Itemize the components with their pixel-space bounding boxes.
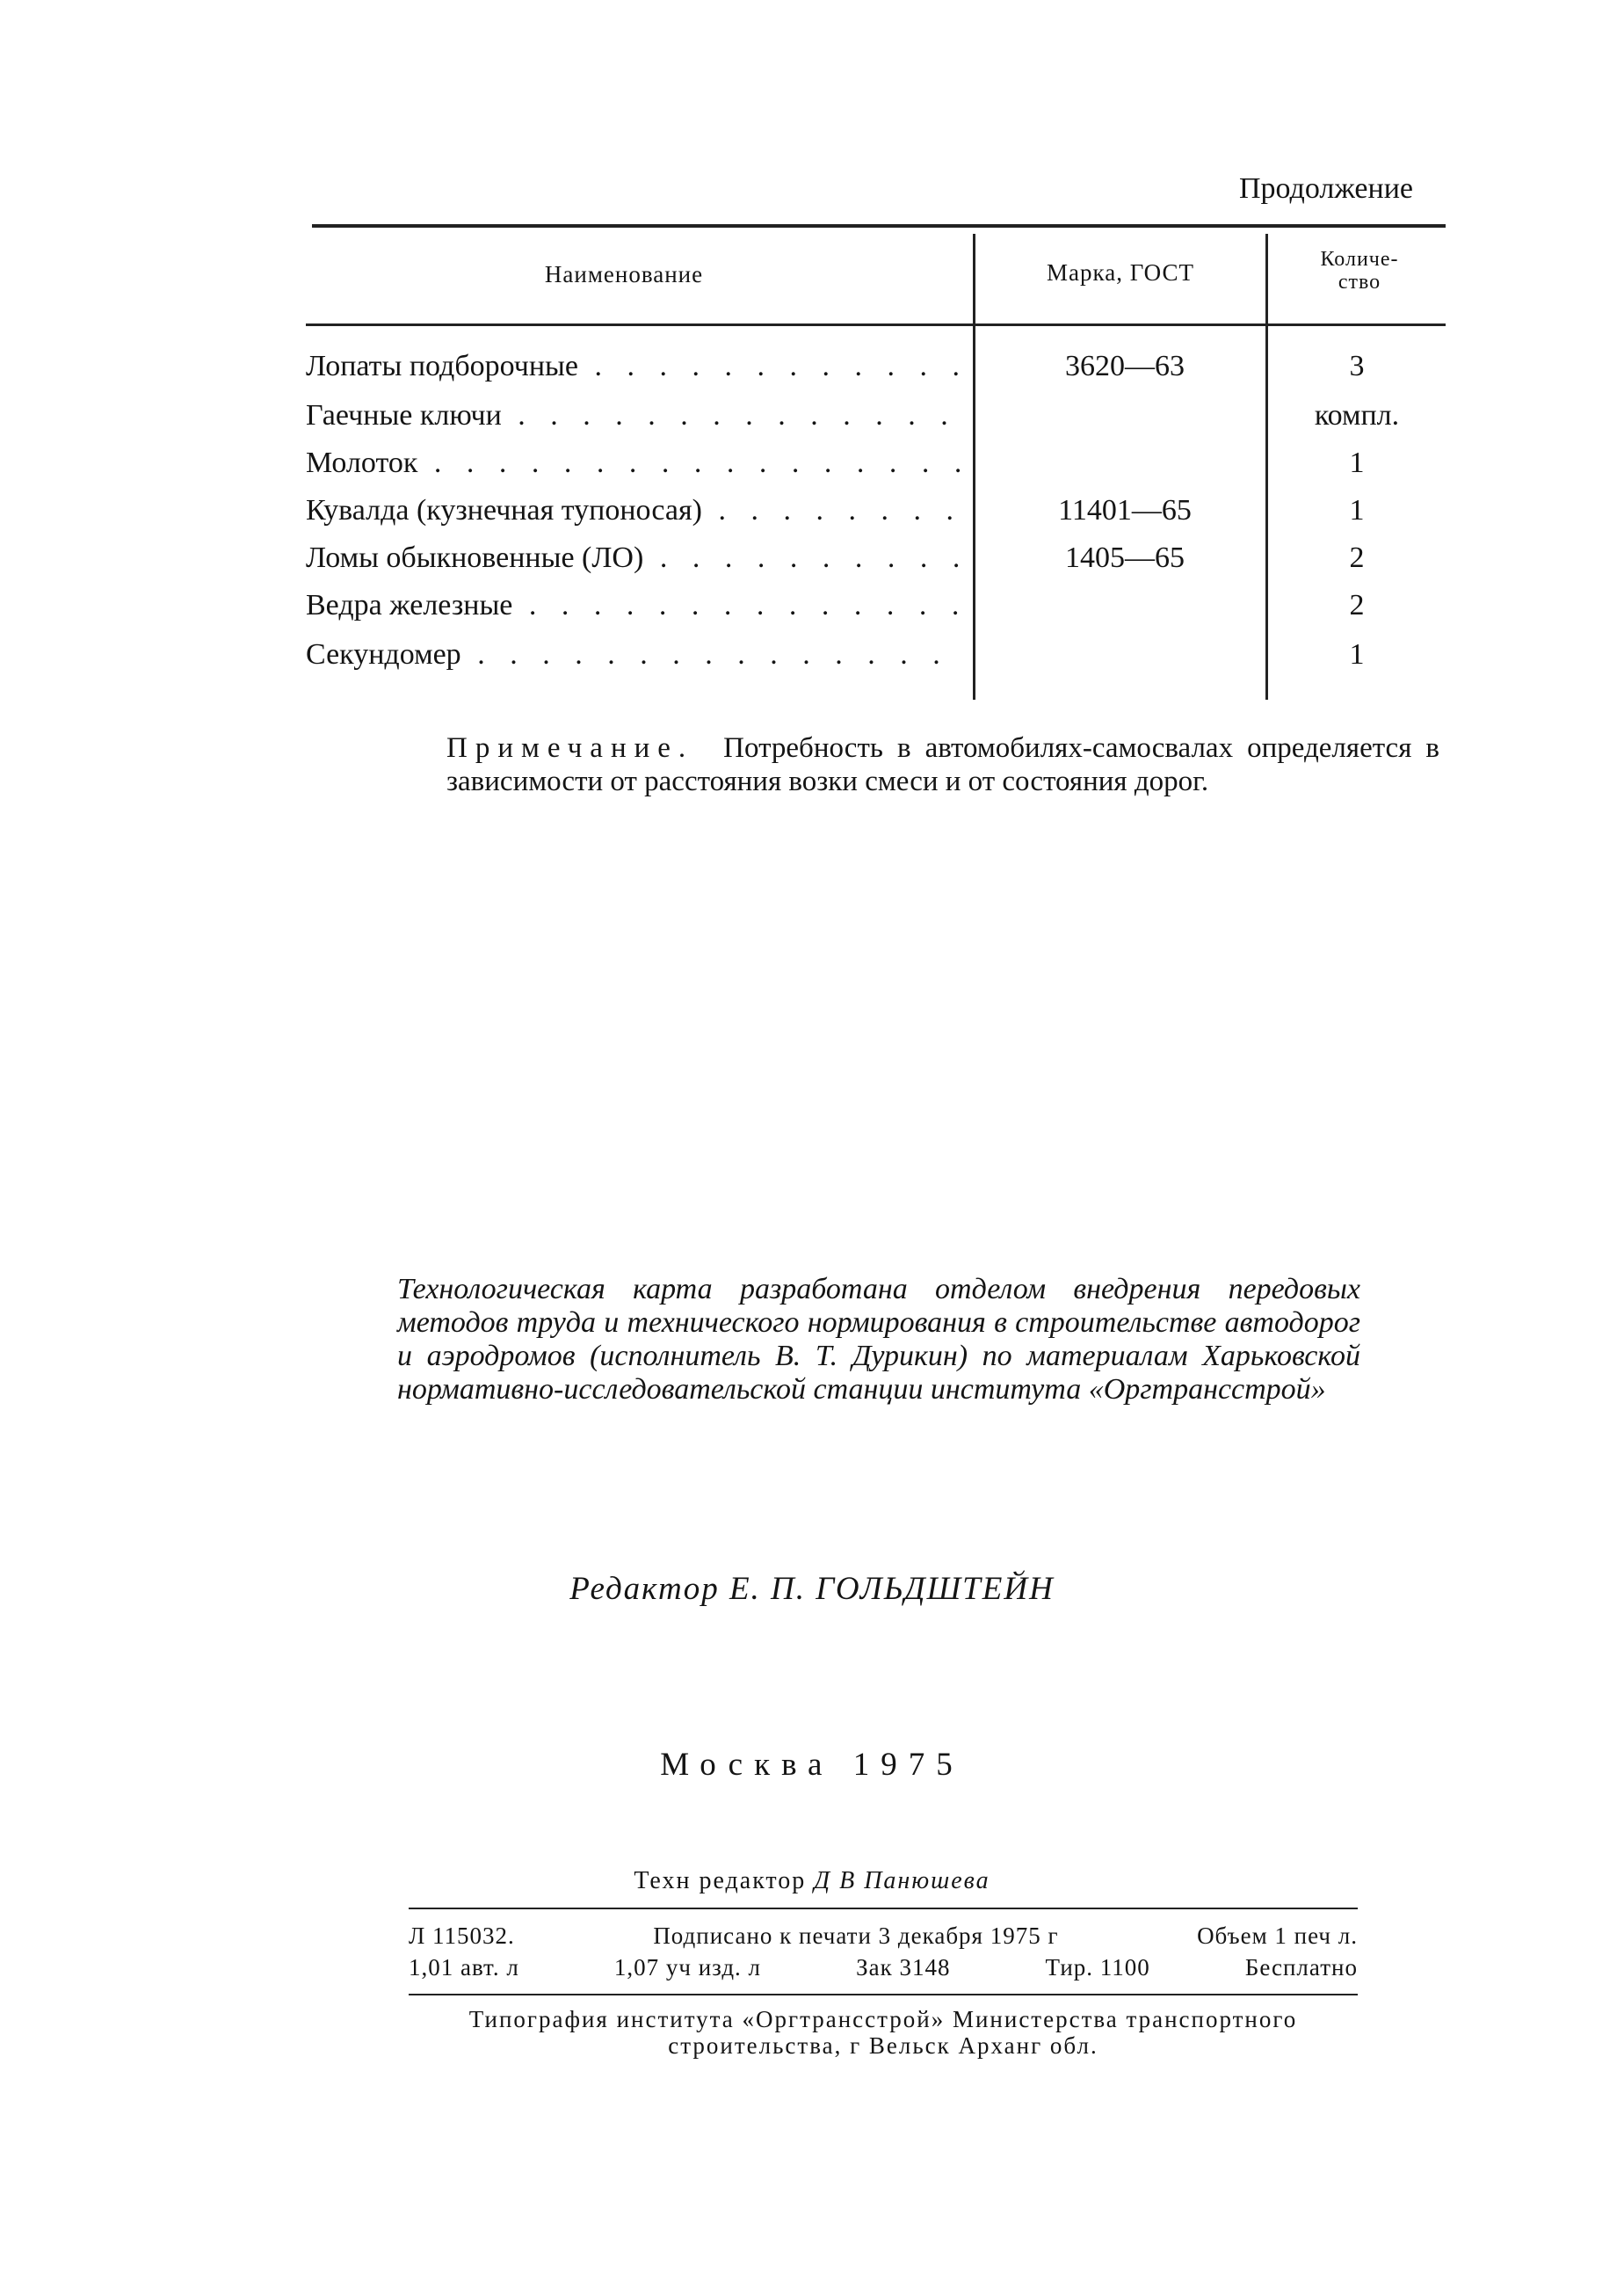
row-name: Молоток . . .	[306, 447, 965, 480]
table-header-rule	[306, 323, 1446, 326]
row-name: Секундомер . . .	[306, 638, 965, 672]
tech-editor-label: Техн редактор	[634, 1867, 807, 1894]
row-qty: компл.	[1314, 399, 1400, 432]
imprint-line-1	[409, 1920, 1358, 1952]
imprint-signed: Подписано к печати 3 декабря 1975 г	[653, 1922, 1059, 1949]
row-qty: 1	[1349, 494, 1365, 527]
column-header-qty-line1: Количе-	[1320, 248, 1399, 271]
note-lead: Примечание.	[446, 732, 694, 764]
tech-editor-name: Д В Панюшева	[814, 1867, 990, 1894]
imprint-volume: Объем 1 печ л.	[1197, 1922, 1358, 1949]
printer-line-2: строительства, г Вельск Арханг обл.	[668, 2032, 1098, 2059]
table-top-rule	[312, 224, 1446, 228]
row-name: Ведра железные . . .	[306, 589, 965, 622]
row-mark: 11401—65	[1058, 494, 1192, 527]
table-row	[306, 494, 1439, 541]
table-note	[446, 731, 1439, 798]
table-row	[306, 447, 1439, 494]
printer-info	[409, 2006, 1358, 2059]
table-row	[306, 350, 1439, 397]
table-row	[306, 638, 1439, 686]
column-header-qty-line2: ство	[1338, 271, 1381, 294]
row-name: Лопаты подборочные . . .	[306, 350, 965, 383]
row-name: Ломы обыкновенные (ЛО) . . .	[306, 541, 965, 575]
credits-paragraph: Технологическая карта разработана отделом внедрения передовых методов труда и технического нормирования в строительстве автодорог и аэродромов (исполнитель В. Т. Дурикин) по материалам Харьковской нормативно-исследовательской станции института «Оргтрансстрой»	[397, 1273, 1360, 1406]
imprint-order: Зак 3148	[856, 1954, 951, 1981]
imprint-license: Л 115032.	[409, 1922, 515, 1949]
row-qty: 2	[1349, 589, 1365, 621]
row-mark: 3620—63	[1065, 350, 1185, 382]
imprint-top-rule	[409, 1908, 1358, 1909]
imprint-run: Тир. 1100	[1045, 1954, 1150, 1981]
imprint-price: Бесплатно	[1244, 1954, 1358, 1981]
table-row	[306, 399, 1439, 447]
editor-line: Редактор Е. П. ГОЛЬДШТЕЙН	[569, 1571, 1055, 1607]
imprint-bottom-rule	[409, 1994, 1358, 1995]
row-qty: 2	[1349, 541, 1365, 574]
row-qty: 1	[1349, 638, 1365, 671]
row-name: Гаечные ключи . . .	[306, 399, 965, 432]
tech-editor-line	[0, 1867, 1624, 1895]
imprint-author-sheets: 1,01 авт. л	[409, 1954, 519, 1981]
row-qty: 1	[1349, 447, 1365, 479]
column-header-qty	[1276, 248, 1443, 294]
row-name: Кувалда (кузнечная тупоносая) . . .	[306, 494, 965, 527]
note-text: Потребность в автомобилях-самосвалах определяется в зависимости от расстояния возки смеси и от состояния дорог.	[446, 732, 1439, 797]
city-year: Москва 1975	[660, 1747, 964, 1783]
row-qty: 3	[1349, 350, 1365, 382]
imprint-block	[409, 1920, 1358, 1983]
imprint-edition-sheets: 1,07 уч изд. л	[613, 1954, 762, 1981]
printer-line-1: Типография института «Оргтрансстрой» Министерства транспортного	[468, 2006, 1298, 2032]
table-row	[306, 589, 1439, 636]
column-header-name: Наименование	[544, 261, 704, 287]
table-row	[306, 541, 1439, 589]
column-header-mark: Марка, ГОСТ	[1047, 259, 1194, 286]
row-mark: 1405—65	[1065, 541, 1185, 574]
imprint-line-2	[409, 1952, 1358, 1983]
continuation-label: Продолжение	[1238, 172, 1413, 205]
